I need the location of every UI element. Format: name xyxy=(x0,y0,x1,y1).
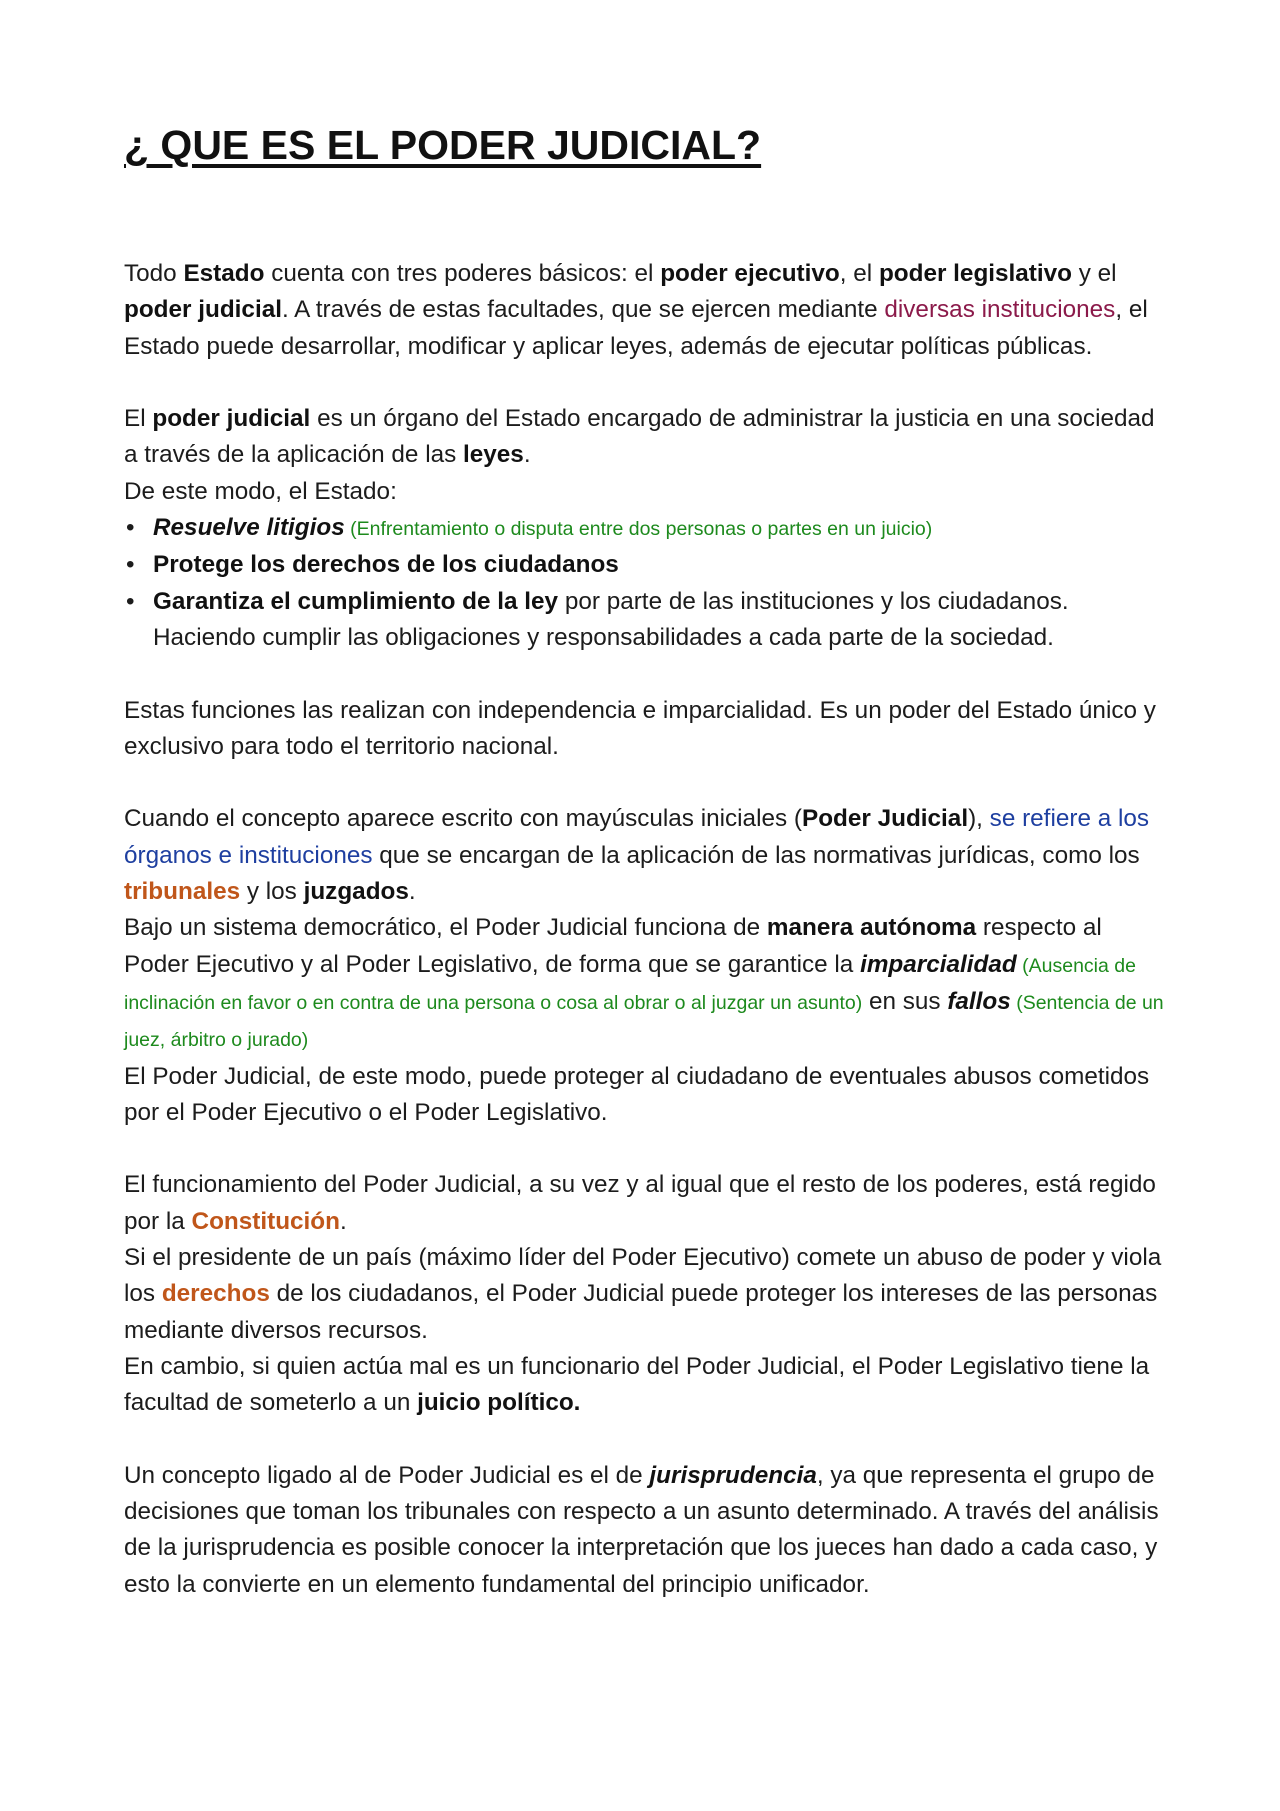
bold-term: Estado xyxy=(183,260,265,287)
paragraph-capitalized-concept xyxy=(124,801,1164,910)
link-constitucion[interactable]: Constitución xyxy=(191,1207,340,1235)
list-item xyxy=(124,547,1164,583)
text-span: Bajo un sistema democrático, el Poder Judicial funciona de xyxy=(124,914,767,942)
bold-term: manera autónoma xyxy=(766,914,977,942)
bold-italic-term: jurisprudencia xyxy=(649,1461,817,1489)
bold-term: juicio político. xyxy=(417,1389,581,1417)
list-item xyxy=(124,510,1164,547)
bold-term: poder judicial xyxy=(124,296,282,324)
link-derechos[interactable]: derechos xyxy=(161,1280,270,1308)
paragraph-intro xyxy=(124,256,1164,365)
text-span: Si el presidente de un país (máximo líder del Poder Ejecutivo) comete un abuso de poder y viola los xyxy=(124,1244,1162,1308)
bold-term: leyes xyxy=(463,441,524,469)
text-span: , el Estado puede desarrollar, modificar y aplicar leyes, además de ejecutar políticas públicas. xyxy=(124,296,1148,360)
functions-list xyxy=(124,510,1164,656)
bold-term: Protege los derechos de los ciudadanos xyxy=(153,551,619,579)
link-organos-instituciones[interactable]: se refiere a los órganos e instituciones xyxy=(124,805,1150,869)
text-span: respecto al Poder Ejecutivo y al Poder Legislativo, de forma que se garantice la xyxy=(124,914,1102,978)
paragraph-jurisprudence xyxy=(124,1458,1164,1603)
text-span: que se encargan de la aplicación de las normativas jurídicas, como los xyxy=(372,841,1140,869)
text-span: . xyxy=(340,1207,347,1235)
bold-term: Garantiza el cumplimiento de la ley xyxy=(153,587,559,615)
bold-term: juzgados xyxy=(303,878,409,906)
text-span: , ya que representa el grupo de decisiones que toman los tribunales con respecto a un asunto determinado. A través del análisis de la jurisprudencia es posible conocer la interpretación que los jueces han dado a cada caso, y esto la convierte en un elemento fundamental del principio unificador. xyxy=(124,1461,1159,1598)
document-body xyxy=(124,256,1164,1603)
paragraph-constitution xyxy=(124,1167,1164,1240)
text-span: en sus xyxy=(862,987,948,1015)
bold-term: poder ejecutivo xyxy=(660,260,840,287)
bold-term: Poder Judicial xyxy=(801,805,969,833)
text-span: por parte de las instituciones y los ciudadanos. Haciendo cumplir las obligaciones y responsabilidades a cada parte de la sociedad. xyxy=(153,587,1069,651)
paragraph-gap xyxy=(124,365,1164,401)
text-span: Todo xyxy=(124,260,184,287)
paragraph-president-abuse xyxy=(124,1240,1164,1349)
text-span: de los ciudadanos, el Poder Judicial puede proteger los intereses de las personas mediante diversos recursos. xyxy=(124,1280,1158,1344)
text-span: y los xyxy=(240,878,304,906)
paragraph-gap xyxy=(124,1131,1164,1167)
bold-term: poder judicial xyxy=(152,405,311,433)
bold-italic-term: Resuelve litigios xyxy=(153,514,345,542)
text-span: ), xyxy=(968,805,990,833)
text-span: y el xyxy=(1072,260,1117,287)
text-span: El funcionamiento del Poder Judicial, a su vez y al igual que el resto de los poderes, está regido por la xyxy=(124,1171,1156,1235)
paragraph-independence: Estas funciones las realizan con independencia e imparcialidad. Es un poder del Estado único y exclusivo para todo el territorio nacional. xyxy=(124,696,1156,760)
text-span: . A través de estas facultades, que se ejercen mediante xyxy=(281,296,885,324)
paragraph-gap xyxy=(124,1422,1164,1458)
list-item xyxy=(124,584,1164,657)
bold-italic-term: fallos xyxy=(947,987,1011,1015)
paragraph-lead-in: De este modo, el Estado: xyxy=(124,477,397,505)
paragraph-autonomy xyxy=(124,910,1164,1058)
text-span: En cambio, si quien actúa mal es un funcionario del Poder Judicial, el Poder Legislativo tiene la facultad de someterlo a un xyxy=(124,1352,1150,1417)
bold-term: poder legislativo xyxy=(878,260,1073,287)
link-tribunales[interactable]: tribunales xyxy=(124,878,241,906)
bold-italic-term: imparcialidad xyxy=(860,950,1017,978)
paragraph-definition xyxy=(124,401,1164,474)
text-span: El xyxy=(124,405,153,433)
definition-note: (Enfrentamiento o disputa entre dos personas o partes en un juicio) xyxy=(344,518,933,541)
paragraph-protection: El Poder Judicial, de este modo, puede proteger al ciudadano de eventuales abusos cometidos por el Poder Ejecutivo o el Poder Legislativo. xyxy=(124,1062,1150,1126)
text-span: es un órgano del Estado encargado de administrar la justicia en una sociedad a través de la aplicación de las xyxy=(124,405,1155,469)
link-diversas-instituciones[interactable]: diversas instituciones xyxy=(884,296,1116,324)
definition-note: (Ausencia de inclinación en favor o en contra de una persona o cosa al obrar o al juzgar un asunto) xyxy=(124,954,1136,1014)
definition-note: (Sentencia de un juez, árbitro o jurado) xyxy=(124,991,1164,1052)
text-span: cuenta con tres poderes básicos: el xyxy=(264,260,661,287)
paragraph-gap xyxy=(124,765,1164,801)
text-span: . xyxy=(523,441,531,469)
page-title: ¿ QUE ES EL PODER JUDICIAL? xyxy=(124,122,762,168)
paragraph-political-trial xyxy=(124,1349,1164,1422)
text-span: Cuando el concepto aparece escrito con mayúsculas iniciales ( xyxy=(124,805,802,833)
text-span: . xyxy=(408,878,416,906)
text-span: Un concepto ligado al de Poder Judicial es el de xyxy=(124,1461,650,1489)
text-span: , el xyxy=(839,260,879,287)
paragraph-gap xyxy=(124,656,1164,692)
